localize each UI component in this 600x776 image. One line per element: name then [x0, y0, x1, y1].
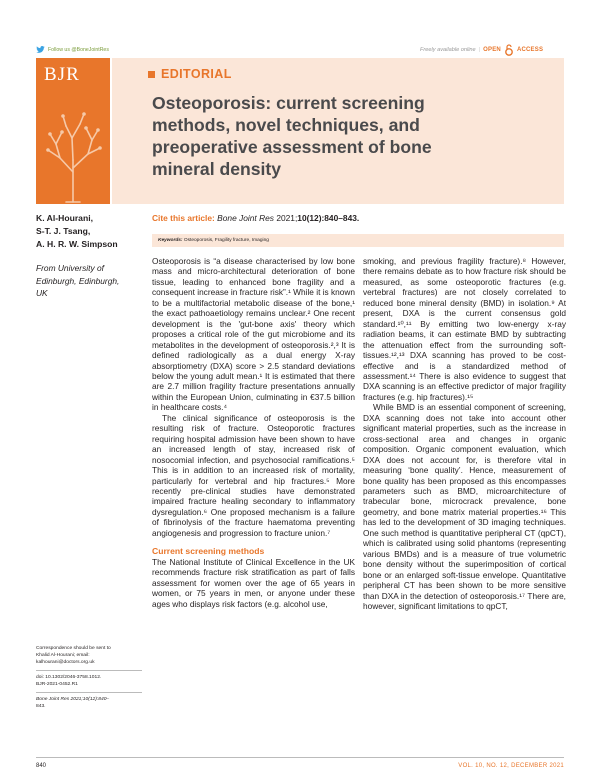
volume-info: VOL. 10, NO. 12, DECEMBER 2021	[458, 763, 564, 769]
author-list	[36, 212, 146, 251]
article-type-label: EDITORIAL	[161, 67, 232, 81]
bullet-square-icon	[148, 71, 155, 78]
divider	[36, 670, 142, 671]
doi-line: BJR-2021-0452.R1	[36, 682, 78, 687]
oa-logo-text-2: ACCESS	[516, 47, 544, 53]
keywords-text: Osteoporosis, Fragility fracture, Imaging	[183, 238, 269, 243]
cite-line: 843.	[36, 704, 46, 709]
author-name: S-T. J. Tsang,	[36, 226, 91, 236]
affiliation-line: From University of	[36, 263, 104, 273]
corr-email[interactable]: kalhourani@doctors.org.uk	[36, 660, 95, 665]
title-line: preoperative assessment of bone	[152, 137, 432, 157]
article-title	[152, 92, 542, 180]
open-access-notice: Freely available online | OPEN ACCESS	[420, 44, 543, 56]
bone-tree-icon	[36, 98, 110, 204]
author-name: A. H. R. W. Simpson	[36, 239, 118, 249]
body-column-left	[152, 256, 355, 609]
title-line: mineral density	[152, 159, 282, 179]
title-line: methods, novel techniques, and	[152, 115, 420, 135]
footer-divider	[36, 757, 564, 758]
title-line: Osteoporosis: current screening	[152, 93, 425, 113]
affiliation-line: UK	[36, 288, 48, 298]
citation	[152, 213, 359, 223]
journal-sidebar	[36, 58, 110, 204]
cite-journal: Bone Joint Res	[217, 213, 274, 223]
journal-logo: BJR	[44, 64, 80, 85]
oa-logo-text: OPEN	[483, 47, 501, 53]
affiliation-line: Edinburgh, Edinburgh,	[36, 275, 120, 286]
correspondence-note	[36, 645, 142, 710]
corr-line: Khalid Al-Hourani; email:	[36, 653, 90, 658]
page-number: 840	[36, 763, 47, 769]
open-access-lock-icon	[504, 44, 514, 56]
cite-volume: 10(12):840–843.	[297, 213, 360, 223]
divider	[36, 692, 142, 693]
article-type	[148, 67, 232, 81]
body-paragraph: smoking, and previous fragility fracture).⁸ However, there remains debate as to how fracture risk should be measured, as some osteoporotic fractures (e.g. vertebral fractures) are not closely correlated to reduced bone mineral density (BMD) in isolation.⁹ At present, DXA is the current consensus gold standard.¹⁰,¹¹ By emitting two low-energy x-ray radiation beams, it can estimate BMD by subtracting the attenuation effect from the surrounding soft-tissues.¹²,¹³ DXA scanning has proved to be cost-effective and is a standardized method of assessment.¹⁴ There is also evidence to suggest that DXA scanning is an effective predictor of major fragility fractures (e.g. hip fractures).¹⁵	[363, 256, 566, 402]
corr-line: Correspondence should be sent to	[36, 646, 111, 651]
body-column-right	[363, 256, 566, 611]
twitter-follow[interactable]	[36, 46, 109, 53]
follow-text: Follow us @BoneJointRes	[48, 46, 109, 53]
body-paragraph: The National Institute of Clinical Excellence in the UK recommends fracture risk stratification as part of falls assessment for women over the age of 65 years in women, or 75 years in men, or anyone under these ages who displays risk factors (e.g. alcohol use,	[152, 556, 355, 609]
affiliation	[36, 262, 146, 300]
keywords-label: Keywords:	[158, 238, 183, 243]
cite-year: 2021;	[276, 213, 298, 223]
doi-line: doi: 10.1302/2046-3758.1012.	[36, 675, 102, 680]
body-paragraph: The clinical significance of osteoporosis is the resulting risk of fracture. Osteoporotic fractures requiring hospital admission have been shown to have an increased length of stay, increased risk of nosocomial infection, and psychosocial ramifications.⁵ This is in addition to an increased risk of mortality, particularly for vertebral and hip fractures.⁵ More recently pre-clinical studies have demonstrated impaired fracture healing secondary to inflammatory dysregulation.⁶ One proposed mechanism is a failure of fibrinolysis of the fracture haematoma preventing angiogenesis and progression to fracture union.⁷	[152, 412, 355, 538]
keywords-box	[152, 234, 564, 247]
author-name: K. Al-Hourani,	[36, 213, 93, 223]
twitter-bird-icon	[36, 46, 45, 53]
body-paragraph: While BMD is an essential component of screening, DXA scanning does not take into account other significant material properties, such as the increase in cross-sectional area and changes in organic composition. Organic component evaluation, which DXA does not account for, is therefore vital in measuring ‘bone quality’. Hence, measurement of bone quality has been proposed as this encompasses parameters such as BMD, microarchitecture of trabecular bone, microcrack prevalence, bone geometry, and bone matrix material properties.¹⁶ This has led to the development of 3D imaging techniques. One such method is quantitative peripheral CT (qpCT), which is calibrated using solid phantoms (representing various BMDs) and is a measure of true volumetric bone density without the superimposition of cortical bone or an enlarged soft-tissue envelope. Quantitative peripheral CT has been shown to be more sensitive than DXA in the detection of osteoporosis.¹⁷ There are, however, significant limitations to qpCT,	[363, 402, 566, 611]
open-access-text: Freely available online	[420, 47, 476, 53]
cite-label: Cite this article:	[152, 213, 215, 223]
section-heading: Current screening methods	[152, 546, 265, 557]
body-paragraph: Osteoporosis is “a disease characterised by low bone mass and micro-architectural deterioration of bone tissue, leading to enhanced bone fragility and a consequent increase in fracture risk”.¹ While it is known to be a multifactorial metabolic disease of the bone,¹ the exact pathoaetiology remains unclear.² One recent development is the 'gut-bone axis' theory which proposes a critical role of the gut microbiome and its metabolites in the development of osteoporosis.²,³ It is defined radiologically as a dual energy X-ray absorptiometry (DXA) score > 2.5 standard deviations below the young adult mean.¹ It is estimated that there are 2.7 million fragility fracture presentations annually within the European Union, culminating in €37.5 billion in healthcare costs.⁴	[152, 256, 355, 413]
cite-line: Bone Joint Res 2021;10(12):840–	[36, 697, 110, 702]
